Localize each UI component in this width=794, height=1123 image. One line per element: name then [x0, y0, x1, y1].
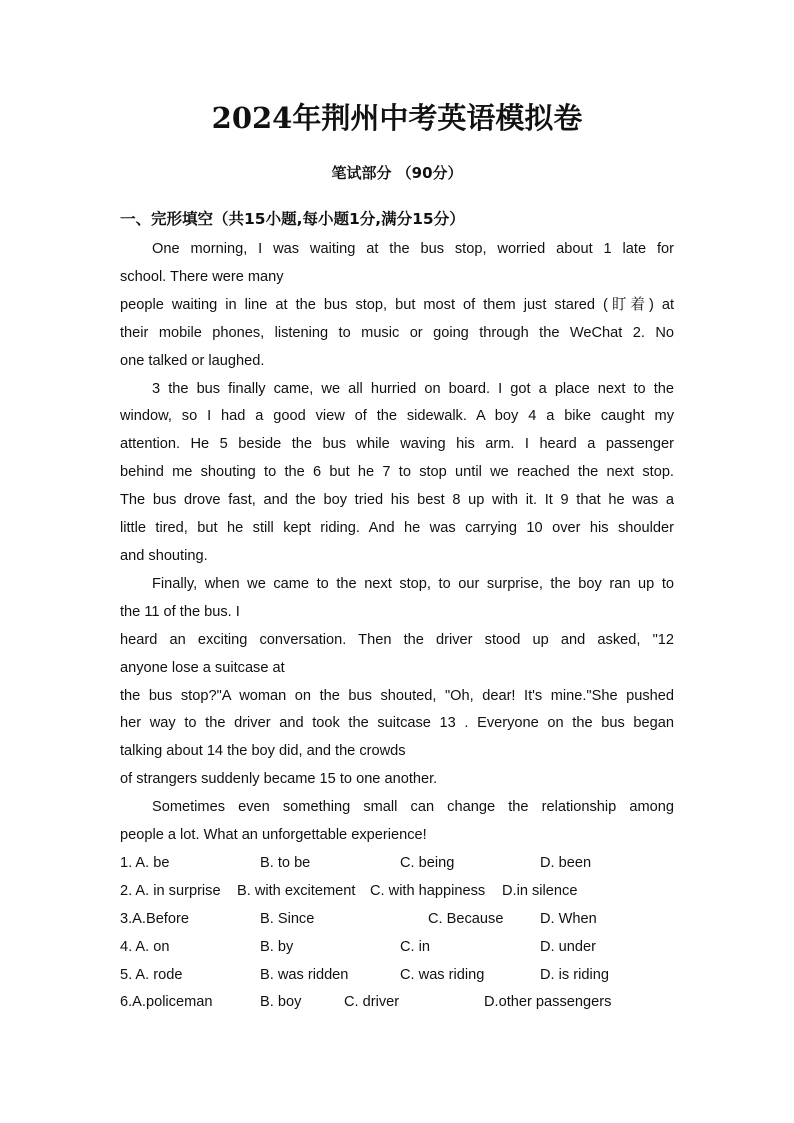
passage-line: behind me shouting to the 6 but he 7 to stop until we reached the next stop.	[120, 464, 674, 481]
option-row	[120, 989, 674, 1017]
passage-line: 3 the bus finally came, we all hurried on board. I got a place next to the	[152, 380, 674, 397]
passage-body	[120, 236, 674, 1017]
exam-title: 2024年荆州中考英语模拟卷	[211, 101, 583, 135]
passage-line: Sometimes even something small can change the relationship among	[152, 799, 674, 816]
passage-line: attention. He 5 beside the bus while waving his arm. I heard a passenger	[120, 436, 674, 453]
option-row	[120, 906, 674, 934]
option-b: B. boy	[260, 994, 302, 1011]
passage-line: people a lot. What an unforgettable experience!	[120, 827, 427, 844]
passage-line: school. There were many	[120, 268, 284, 285]
option-row	[120, 934, 674, 962]
option-d: D. been	[540, 854, 592, 871]
passage-line: window, so I had a good view of the sidewalk. A boy 4 a bike caught my	[120, 408, 674, 425]
passage	[120, 236, 674, 850]
option-row	[120, 962, 674, 990]
passage-line: Finally, when we came to the next stop, to our surprise, the boy ran up to	[152, 575, 674, 592]
option-c: C. was riding	[400, 966, 485, 983]
option-a: 1. A. be	[120, 854, 170, 871]
option-row	[120, 878, 674, 906]
option-a: 5. A. rode	[120, 966, 183, 983]
section-heading: 一、完形填空（共15小题,每小题1分,满分15分）	[120, 210, 465, 228]
option-b: B. was ridden	[260, 966, 349, 983]
passage-line: one talked or laughed.	[120, 352, 265, 369]
option-d: D. When	[540, 910, 597, 927]
option-c: C. driver	[344, 994, 400, 1011]
exam-subtitle: 笔试部分 （90分）	[331, 164, 463, 182]
passage-line: her way to the driver and took the suitcase 13 . Everyone on the bus began	[120, 715, 674, 732]
passage-line: anyone lose a suitcase at	[120, 659, 285, 676]
passage-line: One morning, I was waiting at the bus stop, worried about 1 late for	[152, 241, 674, 257]
option-c: C. in	[400, 938, 431, 955]
option-b: B. Since	[260, 910, 315, 927]
option-a: 3.A.Before	[120, 910, 189, 927]
option-a: 4. A. on	[120, 938, 170, 955]
option-b: B. with excitement	[237, 882, 356, 899]
option-c: C. with happiness	[370, 882, 486, 899]
passage-line: heard an exciting conversation. Then the driver stood up and asked, "12	[120, 631, 674, 648]
option-a: 6.A.policeman	[120, 994, 213, 1011]
option-d: D. is riding	[540, 966, 609, 983]
option-c: C. Because	[428, 910, 504, 927]
option-d: D.in silence	[502, 882, 578, 899]
passage-line: The bus drove fast, and the boy tried his best 8 up with it. It 9 that he was a	[120, 492, 674, 509]
passage-line: talking about 14 the boy did, and the crowds	[120, 743, 406, 760]
option-row	[120, 850, 674, 878]
passage-line: the bus stop?"A woman on the bus shouted, "Oh, dear! It's mine."She pushed	[120, 687, 674, 704]
option-b: B. to be	[260, 854, 311, 871]
passage-line: little tired, but he still kept riding. And he was carrying 10 over his shoulder	[120, 520, 674, 537]
passage-line: of strangers suddenly became 15 to one another.	[120, 771, 438, 788]
option-a: 2. A. in surprise	[120, 882, 221, 899]
passage-line: the 11 of the bus. I	[120, 603, 240, 620]
passage-line: their mobile phones, listening to music or going through the WeChat 2. No	[120, 324, 674, 341]
answer-options	[120, 850, 674, 1017]
passage-line: and shouting.	[120, 547, 208, 564]
option-b: B. by	[260, 938, 294, 955]
option-d: D. under	[540, 938, 596, 955]
passage-line: people waiting in line at the bus stop, but most of them just stared (盯着) at	[120, 296, 674, 313]
option-d: D.other passengers	[484, 994, 612, 1011]
option-c: C. being	[400, 854, 455, 871]
